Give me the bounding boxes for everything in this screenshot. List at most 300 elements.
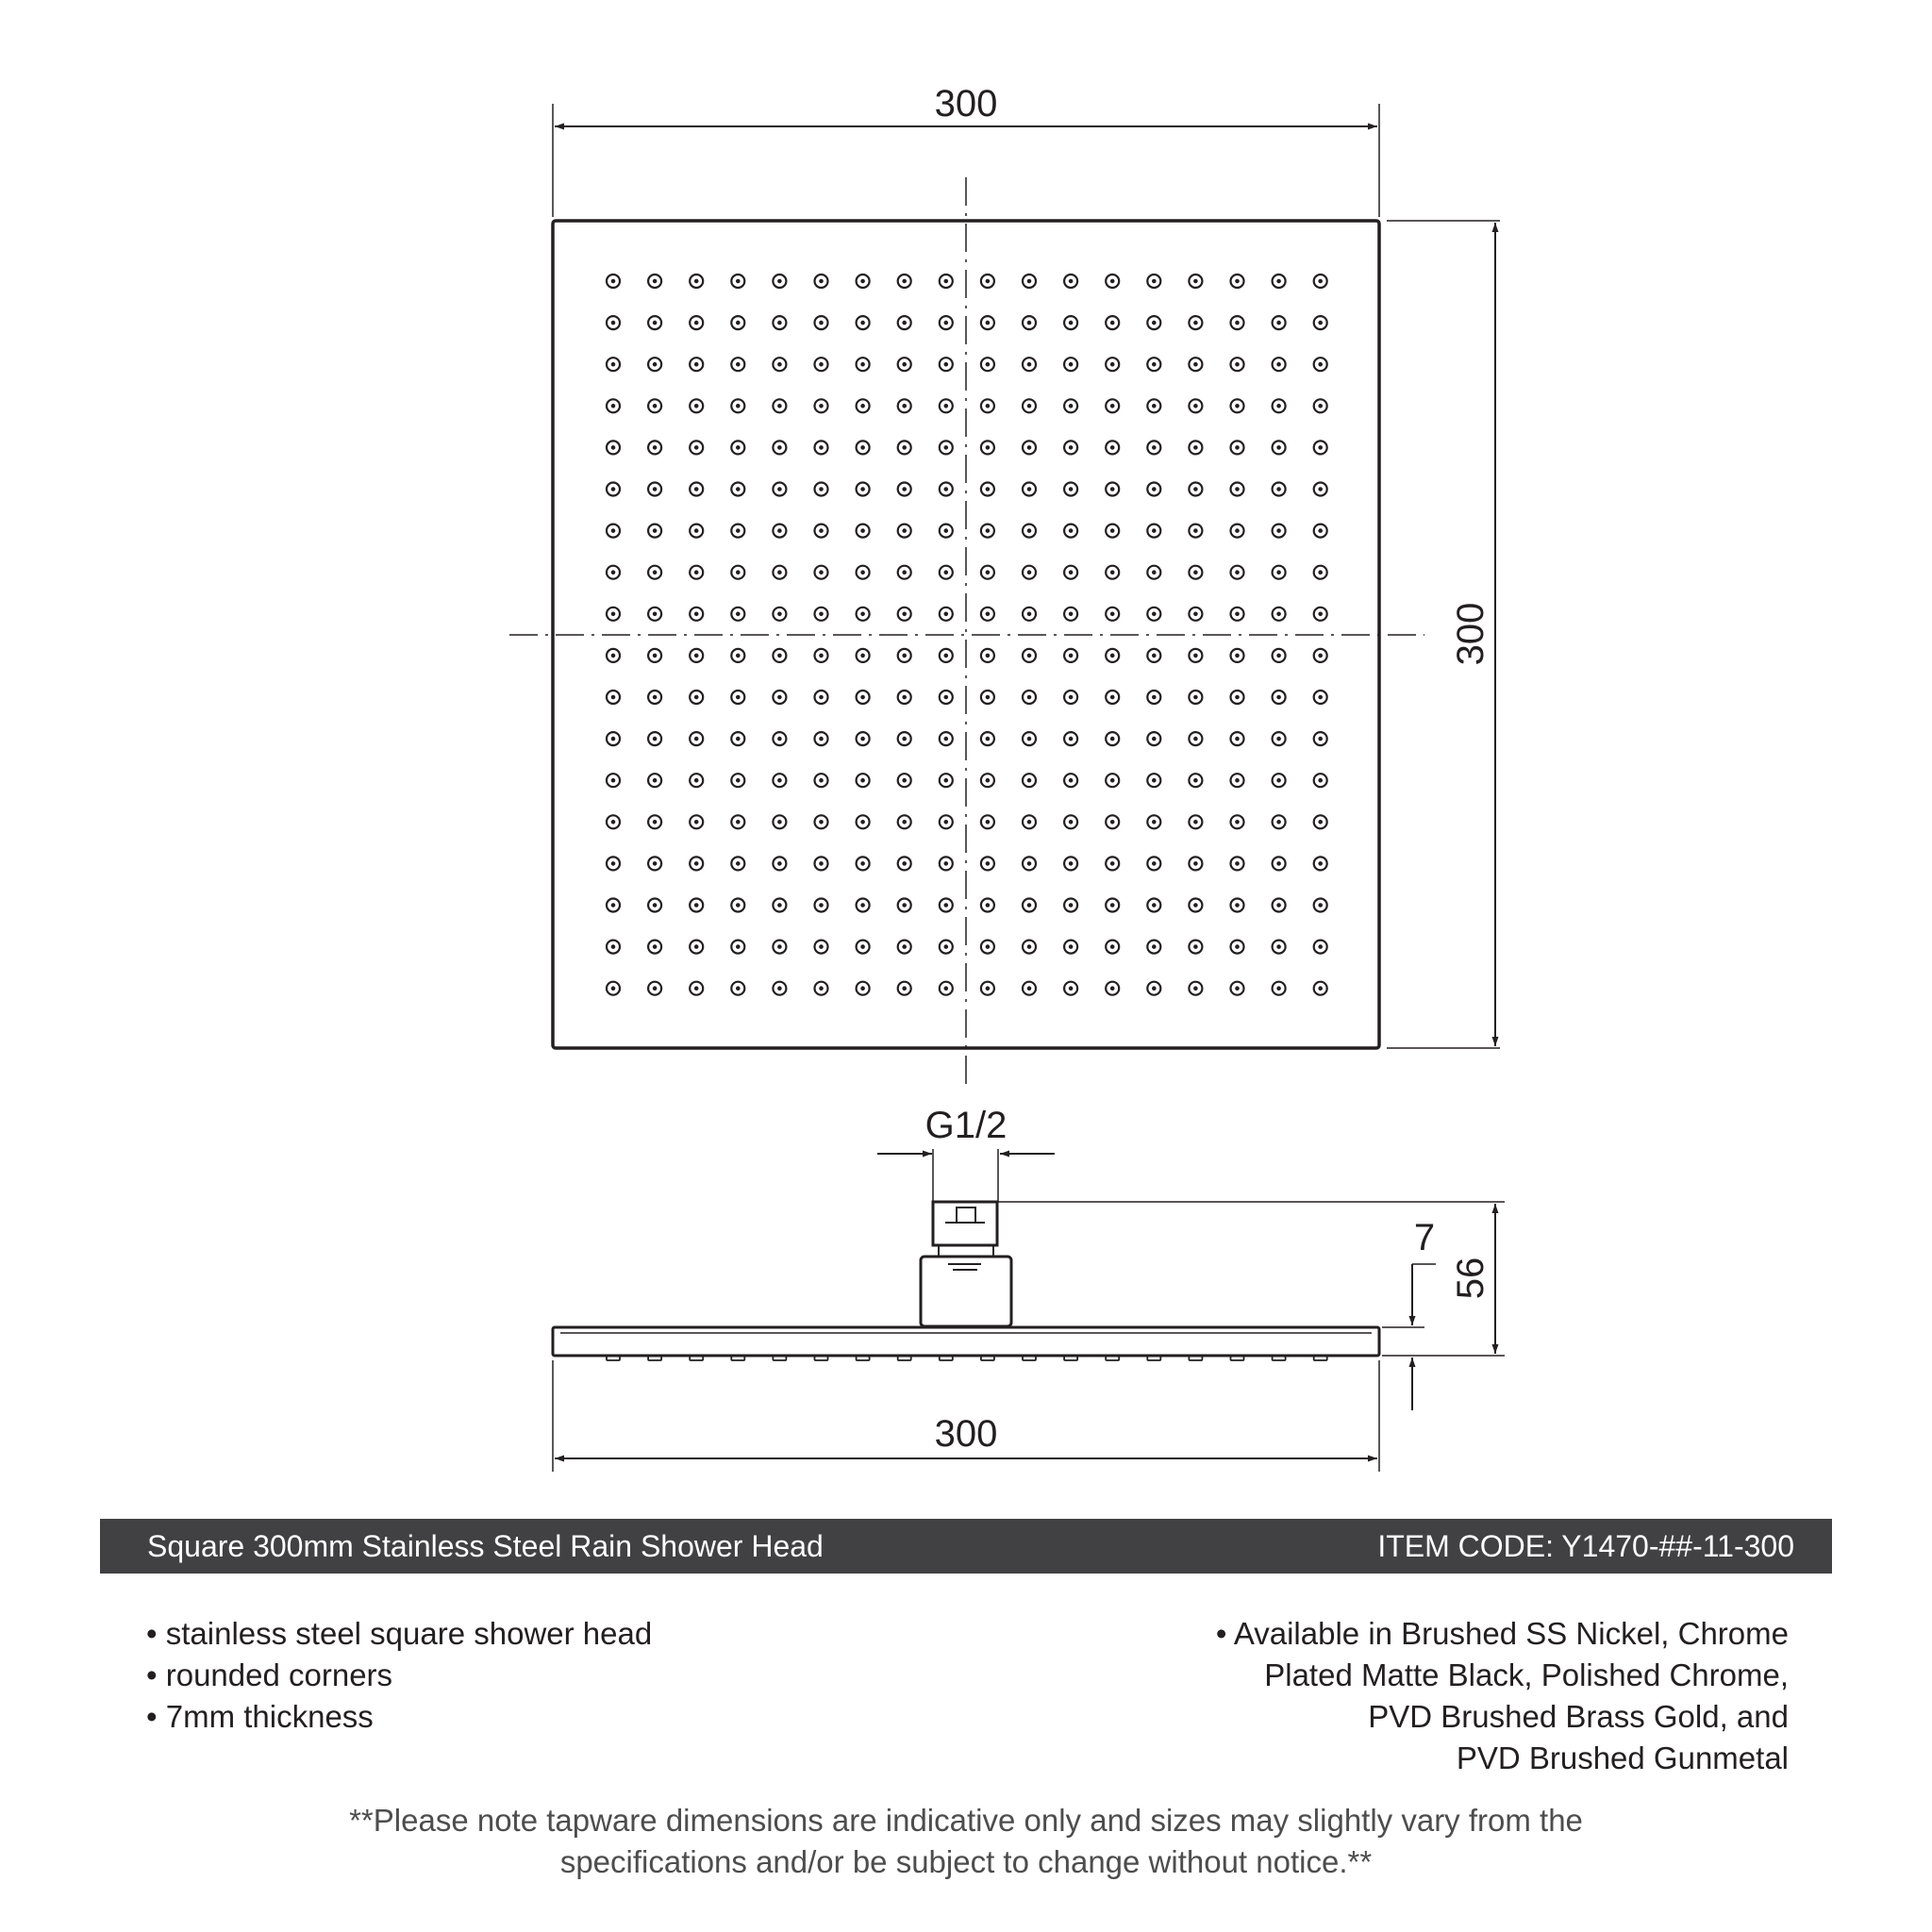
nozzle-center [1153, 446, 1157, 450]
nozzle-center [1110, 446, 1114, 450]
nozzle-center [1194, 529, 1198, 533]
nozzle-center [1110, 904, 1114, 908]
nozzle-center [1153, 571, 1157, 575]
nozzle-center [986, 945, 990, 949]
finish-line: • Available in Brushed SS Nickel, Chrome [1215, 1616, 1789, 1651]
nozzle-center [903, 571, 907, 575]
nozzle-center [611, 571, 615, 575]
nozzle-center [1027, 654, 1031, 658]
nozzle-center [611, 362, 615, 366]
nozzle-center [653, 737, 657, 741]
nozzle-center [1153, 904, 1157, 908]
nozzle-center [1027, 362, 1031, 366]
nozzle-center [1277, 488, 1281, 491]
nozzle-center [986, 904, 990, 908]
nozzle-center [861, 571, 865, 575]
nozzle-center [1236, 654, 1240, 658]
nozzle-center [861, 279, 865, 283]
nozzle-center [820, 987, 824, 991]
nozzle-center [944, 571, 948, 575]
side-nozzle [1273, 1356, 1286, 1360]
nozzle-center [1069, 987, 1073, 991]
nozzle-center [1027, 571, 1031, 575]
nozzle-center [1236, 945, 1240, 949]
nozzle-center [694, 362, 698, 366]
nozzle-center [944, 778, 948, 782]
nozzle-center [737, 945, 741, 949]
nozzle-center [1069, 405, 1073, 408]
nozzle-center [1110, 488, 1114, 491]
nozzle-center [944, 529, 948, 533]
nozzle-center [903, 612, 907, 616]
nozzle-center [986, 362, 990, 366]
nozzle-center [1110, 612, 1114, 616]
nozzle-center [1194, 321, 1198, 325]
nozzle-center [1153, 279, 1157, 283]
nozzle-center [1153, 778, 1157, 782]
nozzle-center [778, 987, 782, 991]
nozzle-center [1110, 987, 1114, 991]
nozzle-center [694, 695, 698, 699]
nozzle-center [1110, 695, 1114, 699]
nozzle-center [653, 362, 657, 366]
nozzle-center [611, 821, 615, 824]
nozzle-center [1236, 987, 1240, 991]
side-nozzle [1314, 1356, 1327, 1360]
nozzle-center [611, 279, 615, 283]
connection-size-label: G1/2 [924, 1105, 1008, 1146]
nozzle-center [903, 654, 907, 658]
finish-line: PVD Brushed Gunmetal [1456, 1740, 1789, 1775]
nozzle-center [903, 862, 907, 866]
nozzle-center [737, 987, 741, 991]
nozzle-center [820, 612, 824, 616]
nozzle-center [944, 654, 948, 658]
nozzle-center [986, 778, 990, 782]
nozzle-center [944, 821, 948, 824]
nozzle-center [653, 488, 657, 491]
nozzle-center [694, 654, 698, 658]
nozzle-center [694, 321, 698, 325]
nozzle-center [1153, 862, 1157, 866]
nozzle-center [1153, 612, 1157, 616]
nozzle-center [1277, 612, 1281, 616]
finish-line: Plated Matte Black, Polished Chrome, [1264, 1657, 1789, 1692]
nozzle-center [1027, 821, 1031, 824]
nozzle-center [611, 612, 615, 616]
swivel-body [921, 1257, 1011, 1326]
nozzle-center [1069, 446, 1073, 450]
nozzle-center [653, 612, 657, 616]
nozzle-center [1319, 778, 1323, 782]
nozzle-center [820, 778, 824, 782]
nozzle-center [611, 405, 615, 408]
nozzle-center [778, 862, 782, 866]
nozzle-center [1027, 279, 1031, 283]
nozzle-center [694, 405, 698, 408]
nozzle-center [778, 488, 782, 491]
nozzle-center [653, 654, 657, 658]
nozzle-center [1069, 821, 1073, 824]
side-nozzle [898, 1356, 911, 1360]
side-nozzle [981, 1356, 994, 1360]
nozzle-center [1194, 945, 1198, 949]
nozzle-center [653, 821, 657, 824]
nozzle-center [1069, 321, 1073, 325]
nozzle-center [903, 778, 907, 782]
nozzle-center [1069, 279, 1073, 283]
nozzle-center [986, 571, 990, 575]
nozzle-center [778, 612, 782, 616]
nozzle-center [903, 321, 907, 325]
disclaimer-line-2: specifications and/or be subject to change without notice.** [559, 1844, 1373, 1879]
nozzle-center [1194, 446, 1198, 450]
nozzle-center [1069, 695, 1073, 699]
nozzle-center [903, 904, 907, 908]
nozzle-center [1236, 321, 1240, 325]
nozzle-center [1194, 737, 1198, 741]
nozzle-center [694, 945, 698, 949]
nozzle-center [1319, 279, 1323, 283]
nozzle-center [1194, 904, 1198, 908]
nozzle-center [1236, 737, 1240, 741]
nozzle-center [1153, 321, 1157, 325]
side-nozzle [815, 1356, 828, 1360]
nozzle-center [944, 279, 948, 283]
nozzle-center [861, 778, 865, 782]
nozzle-center [611, 654, 615, 658]
nozzle-center [1319, 695, 1323, 699]
nozzle-center [694, 821, 698, 824]
nozzle-center [1277, 321, 1281, 325]
nozzle-center [1069, 904, 1073, 908]
nozzle-center [1319, 362, 1323, 366]
nozzle-center [694, 279, 698, 283]
finish-line: PVD Brushed Brass Gold, and [1368, 1699, 1789, 1734]
nozzle-center [944, 945, 948, 949]
top-height-label: 300 [1450, 602, 1491, 666]
nozzle-center [694, 446, 698, 450]
nozzle-center [737, 321, 741, 325]
nozzle-center [820, 279, 824, 283]
nozzle-center [1110, 654, 1114, 658]
disclaimer-note [0, 1800, 1932, 1883]
nozzle-center [737, 862, 741, 866]
nozzle-center [611, 987, 615, 991]
nozzle-center [737, 654, 741, 658]
nozzle-center [1319, 654, 1323, 658]
nozzle-center [820, 571, 824, 575]
side-nozzle [1147, 1356, 1160, 1360]
nozzle-center [1110, 862, 1114, 866]
nozzle-center [861, 737, 865, 741]
nozzle-center [820, 488, 824, 491]
nozzle-center [1277, 405, 1281, 408]
nozzle-center [1153, 821, 1157, 824]
nozzle-center [1277, 778, 1281, 782]
nozzle-center [1277, 737, 1281, 741]
nozzle-center [944, 612, 948, 616]
nozzle-center [1027, 529, 1031, 533]
nozzle-center [944, 446, 948, 450]
nozzle-center [1236, 695, 1240, 699]
nozzle-center [986, 987, 990, 991]
nozzle-center [778, 821, 782, 824]
nozzle-center [1194, 362, 1198, 366]
side-nozzle [773, 1356, 786, 1360]
nozzle-center [903, 446, 907, 450]
nozzle-center [611, 945, 615, 949]
nozzle-center [1027, 405, 1031, 408]
nozzle-center [986, 654, 990, 658]
nozzle-center [737, 904, 741, 908]
nozzle-center [1277, 446, 1281, 450]
nozzle-center [820, 405, 824, 408]
nozzle-center [653, 279, 657, 283]
side-nozzle [648, 1356, 661, 1360]
nozzle-center [737, 362, 741, 366]
nozzle-center [861, 654, 865, 658]
nozzle-center [778, 446, 782, 450]
nozzle-center [1277, 904, 1281, 908]
nozzle-center [1277, 695, 1281, 699]
nozzle-center [1319, 571, 1323, 575]
nozzle-center [778, 279, 782, 283]
nozzle-center [1236, 821, 1240, 824]
nozzle-center [944, 362, 948, 366]
nozzle-center [1194, 862, 1198, 866]
nozzle-center [653, 945, 657, 949]
nozzle-center [944, 321, 948, 325]
nozzle-center [944, 904, 948, 908]
nozzle-center [1277, 654, 1281, 658]
nozzle-center [737, 821, 741, 824]
nozzle-center [944, 737, 948, 741]
nozzle-center [986, 695, 990, 699]
nozzle-center [1277, 362, 1281, 366]
nozzle-center [944, 862, 948, 866]
nozzle-center [861, 945, 865, 949]
nozzle-center [1194, 778, 1198, 782]
nozzle-center [737, 778, 741, 782]
nozzle-center [861, 612, 865, 616]
nozzle-center [1236, 904, 1240, 908]
nozzle-center [653, 529, 657, 533]
thickness-label: 7 [1413, 1217, 1436, 1258]
nozzle-center [778, 945, 782, 949]
feature-item: • rounded corners [146, 1655, 652, 1696]
nozzle-center [1236, 571, 1240, 575]
disclaimer-line-1: **Please note tapware dimensions are indicative only and sizes may slightly vary from the [349, 1803, 1583, 1838]
nozzle-center [1110, 362, 1114, 366]
nozzle-center [1319, 488, 1323, 491]
nozzle-center [694, 488, 698, 491]
nozzle-center [1319, 529, 1323, 533]
nozzle-center [820, 529, 824, 533]
nozzle-center [653, 321, 657, 325]
nozzle-center [1110, 821, 1114, 824]
nozzle-center [986, 488, 990, 491]
nozzle-center [653, 446, 657, 450]
nozzle-center [1110, 321, 1114, 325]
nozzle-center [1069, 529, 1073, 533]
nozzle-center [1027, 446, 1031, 450]
nozzle-center [737, 279, 741, 283]
nozzle-center [1110, 405, 1114, 408]
nozzle-center [1319, 446, 1323, 450]
nozzle-center [653, 904, 657, 908]
nozzle-center [1027, 321, 1031, 325]
nozzle-center [1069, 737, 1073, 741]
nozzle-center [861, 488, 865, 491]
nozzle-center [1194, 405, 1198, 408]
nozzle-center [1194, 571, 1198, 575]
nozzle-center [1236, 405, 1240, 408]
nozzle-center [737, 446, 741, 450]
nozzle-center [611, 488, 615, 491]
nozzle-center [1153, 737, 1157, 741]
nozzle-center [1069, 612, 1073, 616]
nozzle-center [820, 695, 824, 699]
nozzle-center [1027, 695, 1031, 699]
nozzle-center [820, 362, 824, 366]
nozzle-center [1319, 737, 1323, 741]
nozzle-center [1194, 279, 1198, 283]
nozzle-center [1236, 778, 1240, 782]
nozzle-center [1027, 945, 1031, 949]
nozzle-center [1027, 612, 1031, 616]
nozzle-center [1319, 987, 1323, 991]
nozzle-center [737, 737, 741, 741]
nozzle-center [611, 321, 615, 325]
nozzle-center [1277, 987, 1281, 991]
nozzle-center [861, 362, 865, 366]
nozzle-center [694, 904, 698, 908]
nozzle-center [1027, 488, 1031, 491]
nozzle-center [778, 778, 782, 782]
nozzle-center [986, 737, 990, 741]
side-nozzle [1106, 1356, 1119, 1360]
nozzle-center [694, 737, 698, 741]
nozzle-center [986, 279, 990, 283]
nozzle-center [820, 654, 824, 658]
side-nozzle [1189, 1356, 1202, 1360]
nozzle-center [1277, 571, 1281, 575]
title-banner [100, 1519, 1832, 1574]
nozzle-center [1069, 362, 1073, 366]
nozzle-center [820, 904, 824, 908]
item-code: ITEM CODE: Y1470-##-11-300 [1377, 1528, 1794, 1563]
nozzle-center [820, 821, 824, 824]
nozzle-center [903, 987, 907, 991]
nozzle-center [820, 862, 824, 866]
nozzle-center [1110, 737, 1114, 741]
nozzle-center [986, 862, 990, 866]
nozzle-center [611, 529, 615, 533]
nozzle-center [1194, 488, 1198, 491]
nozzle-center [1277, 821, 1281, 824]
nozzle-center [737, 612, 741, 616]
nozzle-center [861, 862, 865, 866]
nozzle-center [986, 821, 990, 824]
nozzle-center [1069, 654, 1073, 658]
nozzle-center [861, 529, 865, 533]
nozzle-center [1277, 529, 1281, 533]
nozzle-center [778, 571, 782, 575]
nozzle-center [1194, 654, 1198, 658]
nozzle-center [1236, 446, 1240, 450]
side-nozzle [857, 1356, 870, 1360]
nozzle-center [1277, 279, 1281, 283]
nozzle-center [944, 488, 948, 491]
nozzle-center [1236, 529, 1240, 533]
nozzle-center [986, 446, 990, 450]
nozzle-center [778, 654, 782, 658]
nozzle-center [694, 571, 698, 575]
nozzle-center [694, 778, 698, 782]
nozzle-center [737, 695, 741, 699]
nozzle-center [1069, 862, 1073, 866]
product-title: Square 300mm Stainless Steel Rain Shower Head [147, 1528, 824, 1563]
nozzle-center [778, 529, 782, 533]
nozzle-center [820, 945, 824, 949]
nozzle-center [1027, 778, 1031, 782]
top-width-label: 300 [934, 83, 998, 125]
nozzle-center [1236, 362, 1240, 366]
nozzle-center [653, 778, 657, 782]
nozzle-center [903, 737, 907, 741]
nozzle-center [820, 737, 824, 741]
nozzle-center [1153, 362, 1157, 366]
side-nozzle [1064, 1356, 1077, 1360]
nozzle-center [1027, 904, 1031, 908]
nozzle-center [1153, 405, 1157, 408]
nozzle-center [1069, 778, 1073, 782]
nozzle-center [861, 695, 865, 699]
nozzle-center [1236, 612, 1240, 616]
nozzle-center [611, 695, 615, 699]
side-nozzle [690, 1356, 703, 1360]
nozzle-center [1319, 904, 1323, 908]
nozzle-center [737, 529, 741, 533]
nozzle-center [1153, 654, 1157, 658]
nozzle-center [694, 529, 698, 533]
side-nozzle [1023, 1356, 1036, 1360]
side-width-label: 300 [934, 1413, 998, 1455]
nozzle-center [903, 279, 907, 283]
nozzle-center [1153, 945, 1157, 949]
feature-item: • 7mm thickness [146, 1696, 652, 1738]
nozzle-center [1110, 571, 1114, 575]
nozzle-center [611, 778, 615, 782]
nozzle-center [653, 987, 657, 991]
nozzle-center [694, 987, 698, 991]
feature-item: • stainless steel square shower head [146, 1613, 652, 1655]
nozzle-center [653, 405, 657, 408]
nozzle-center [778, 362, 782, 366]
nozzle-center [903, 362, 907, 366]
nozzle-center [1236, 488, 1240, 491]
nozzle-center [1194, 987, 1198, 991]
nozzle-center [1319, 945, 1323, 949]
nozzle-center [1194, 612, 1198, 616]
nozzle-center [1153, 529, 1157, 533]
nozzle-center [1319, 405, 1323, 408]
nozzle-center [861, 321, 865, 325]
nozzle-center [694, 862, 698, 866]
nozzle-center [903, 529, 907, 533]
nozzle-center [861, 987, 865, 991]
